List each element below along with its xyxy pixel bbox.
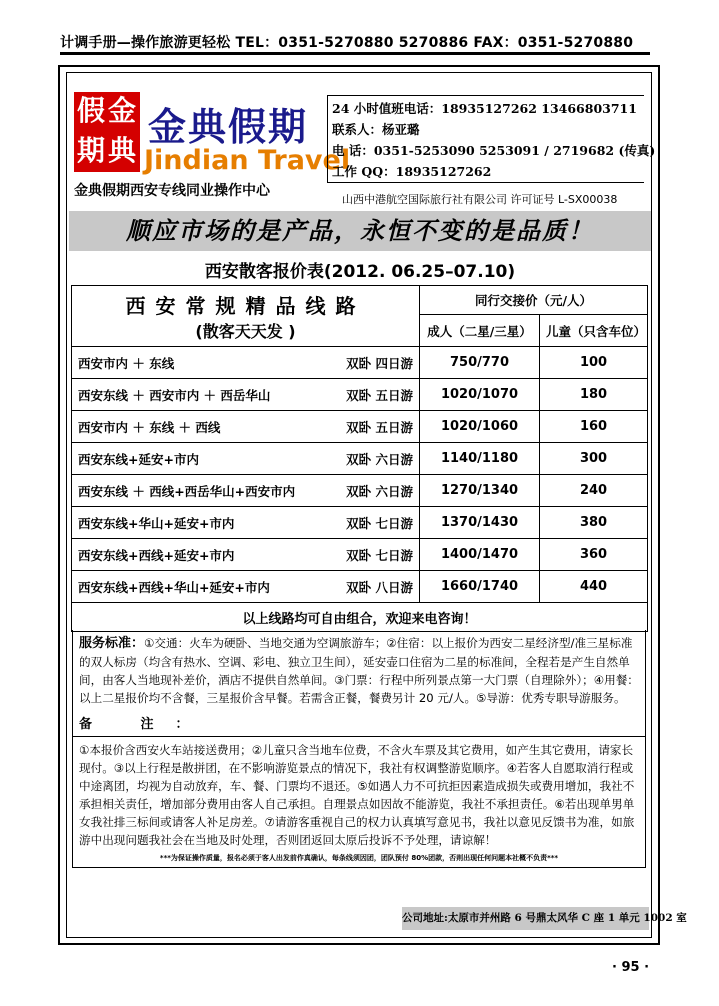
license-line: 山西中港航空国际旅行社有限公司 许可证号 L-SX00038: [342, 193, 618, 206]
route-name: 西安东线 ＋ 西线+西岳华山+西安市内: [78, 483, 296, 499]
adult-price: 1370/1430: [420, 507, 540, 539]
hotline: 24 小时值班电话：18935127262 13466803711: [332, 101, 637, 116]
contact-box: [327, 95, 656, 183]
route-days: 双卧 六日游: [346, 451, 413, 467]
remark-label: 备 注：: [79, 717, 211, 732]
adult-price: 1020/1060: [420, 411, 540, 443]
table-row: [72, 539, 648, 571]
table-row: [72, 347, 648, 379]
route-name: 西安市内 ＋ 东线: [78, 355, 175, 371]
child-price: 300: [540, 443, 648, 475]
table-row: [72, 571, 648, 603]
logo-char: 典: [108, 134, 137, 167]
route-sub-header: (散客天天发 ): [195, 322, 296, 341]
route-name: 西安东线+延安+市内: [78, 451, 199, 467]
route-name: 西安东线+西线+华山+延安+市内: [78, 579, 270, 595]
adult-header: 成人（二星/三星）: [420, 315, 540, 347]
table-row: [72, 475, 648, 507]
route-name: 西安东线+西线+延安+市内: [78, 547, 235, 563]
brand-name-en: Jindian Travel: [144, 145, 351, 176]
route-days: 双卧 六日游: [346, 483, 413, 499]
child-header: 儿童（只含车位）: [540, 315, 648, 347]
work-qq: 工作 QQ：18935127262: [332, 164, 492, 179]
table-row: [72, 507, 648, 539]
price-table: [71, 285, 648, 632]
child-price: 240: [540, 475, 648, 507]
service-text: ①交通：火车为硬卧、当地交通为空调旅游车；②住宿：以上报价为西安二星经济型/准三星标准的双人标房（均含有热水、空调、彩电、独立卫生间），延安壶口住宿为二星的标准间，全程若是产生自然单间，由客人当地现补差价，酒店不提供自然单间。③门票：行程中所列景点第一大门票（自理除外）；④用餐：以上二星报价均不含餐，三星报价含早餐。若需含正餐，餐费另计 20 元/人。⑤导游：优秀专职导游服务。: [79, 636, 639, 705]
route-name: 西安市内 ＋ 东线 ＋ 西线: [78, 419, 221, 435]
adult-price: 1660/1740: [420, 571, 540, 603]
adult-price: 750/770: [420, 347, 540, 379]
remark-text: ①本报价含西安火车站接送费用；②儿童只含当地车位费，不含火车票及其它费用，如产生其它费用，请家长现付。③以上行程是散拼团，在不影响游览景点的情况下，我社有权调整游览顺序。④若客人自愿取消行程或中途离团，均视为自动放弃，车、餐、门票均不退还。⑤如遇人力不可抗拒因素造成损失或费用增加，我社不承担相关责任，增加部分费用由客人自己承担。自理景点如因故不能游览，我社不承担责任。⑥若出现单男单女我社排三标间或请客人补足房差。⑦请游客重视自己的权力认真填写意见书，我社以意见反馈书为准，如旅游中出现问题我社会在当地及时处理，否则团返回太原后投诉不予处理，请谅解！: [79, 743, 635, 847]
adult-price: 1140/1180: [420, 443, 540, 475]
child-price: 360: [540, 539, 648, 571]
phone-fax: 电 话：0351-5253090 5253091 / 2719682 (传真): [332, 143, 656, 158]
footnote-line: ***为保证操作质量，报名必须于客人出发前作真确认，每条线须因团，团队预付 80%团款，否则出现任何问题本社概不负责***: [159, 854, 559, 862]
table-row: [72, 379, 648, 411]
combine-note: 以上线路均可自由组合，欢迎来电咨询！: [72, 603, 648, 632]
route-days: 双卧 五日游: [346, 419, 413, 435]
child-price: 380: [540, 507, 648, 539]
notes-section: [72, 630, 646, 868]
route-days: 双卧 四日游: [346, 355, 413, 371]
route-name: 西安东线 ＋ 西安市内 ＋ 西岳华山: [78, 387, 271, 403]
child-price: 160: [540, 411, 648, 443]
brand-logo: [74, 92, 140, 172]
contact-person: 联系人：杨亚璐: [332, 122, 420, 137]
page-number: · 95 ·: [612, 960, 650, 975]
table-row: [72, 411, 648, 443]
logo-char: 期: [77, 134, 106, 167]
route-days: 双卧 七日游: [346, 547, 413, 563]
brand-subtitle: 金典假期西安专线同业操作中心: [74, 183, 270, 199]
route-main-header: 西安常规精品线路: [125, 294, 366, 318]
price-header: 同行交接价（元/人）: [420, 286, 648, 315]
logo-char: 假: [77, 94, 106, 127]
remark-box: [73, 736, 645, 863]
price-table-title: 西安散客报价表(2012. 06.25–07.10): [204, 262, 516, 282]
company-address: 公司地址:太原市并州路 6 号鼎太风华 C 座 1 单元 1002 室: [402, 907, 649, 930]
logo-char: 金: [108, 94, 137, 127]
route-days: 双卧 八日游: [346, 579, 413, 595]
route-days: 双卧 五日游: [346, 387, 413, 403]
brand-name-cn: 金典假期: [148, 105, 309, 149]
route-name: 西安东线+华山+延安+市内: [78, 515, 235, 531]
child-price: 100: [540, 347, 648, 379]
service-standard: [79, 634, 639, 707]
child-price: 440: [540, 571, 648, 603]
adult-price: 1400/1470: [420, 539, 540, 571]
header-line: 计调手册—操作旅游更轻松 TEL：0351-5270880 5270886 FAX：0351-5270880: [60, 32, 650, 55]
route-days: 双卧 七日游: [346, 515, 413, 531]
slogan-banner: 顺应市场的是产品，永恒不变的是品质！: [69, 211, 651, 251]
adult-price: 1270/1340: [420, 475, 540, 507]
table-row: [72, 443, 648, 475]
adult-price: 1020/1070: [420, 379, 540, 411]
service-label: 服务标准：: [79, 636, 145, 651]
route-header-cell: [72, 286, 420, 347]
child-price: 180: [540, 379, 648, 411]
